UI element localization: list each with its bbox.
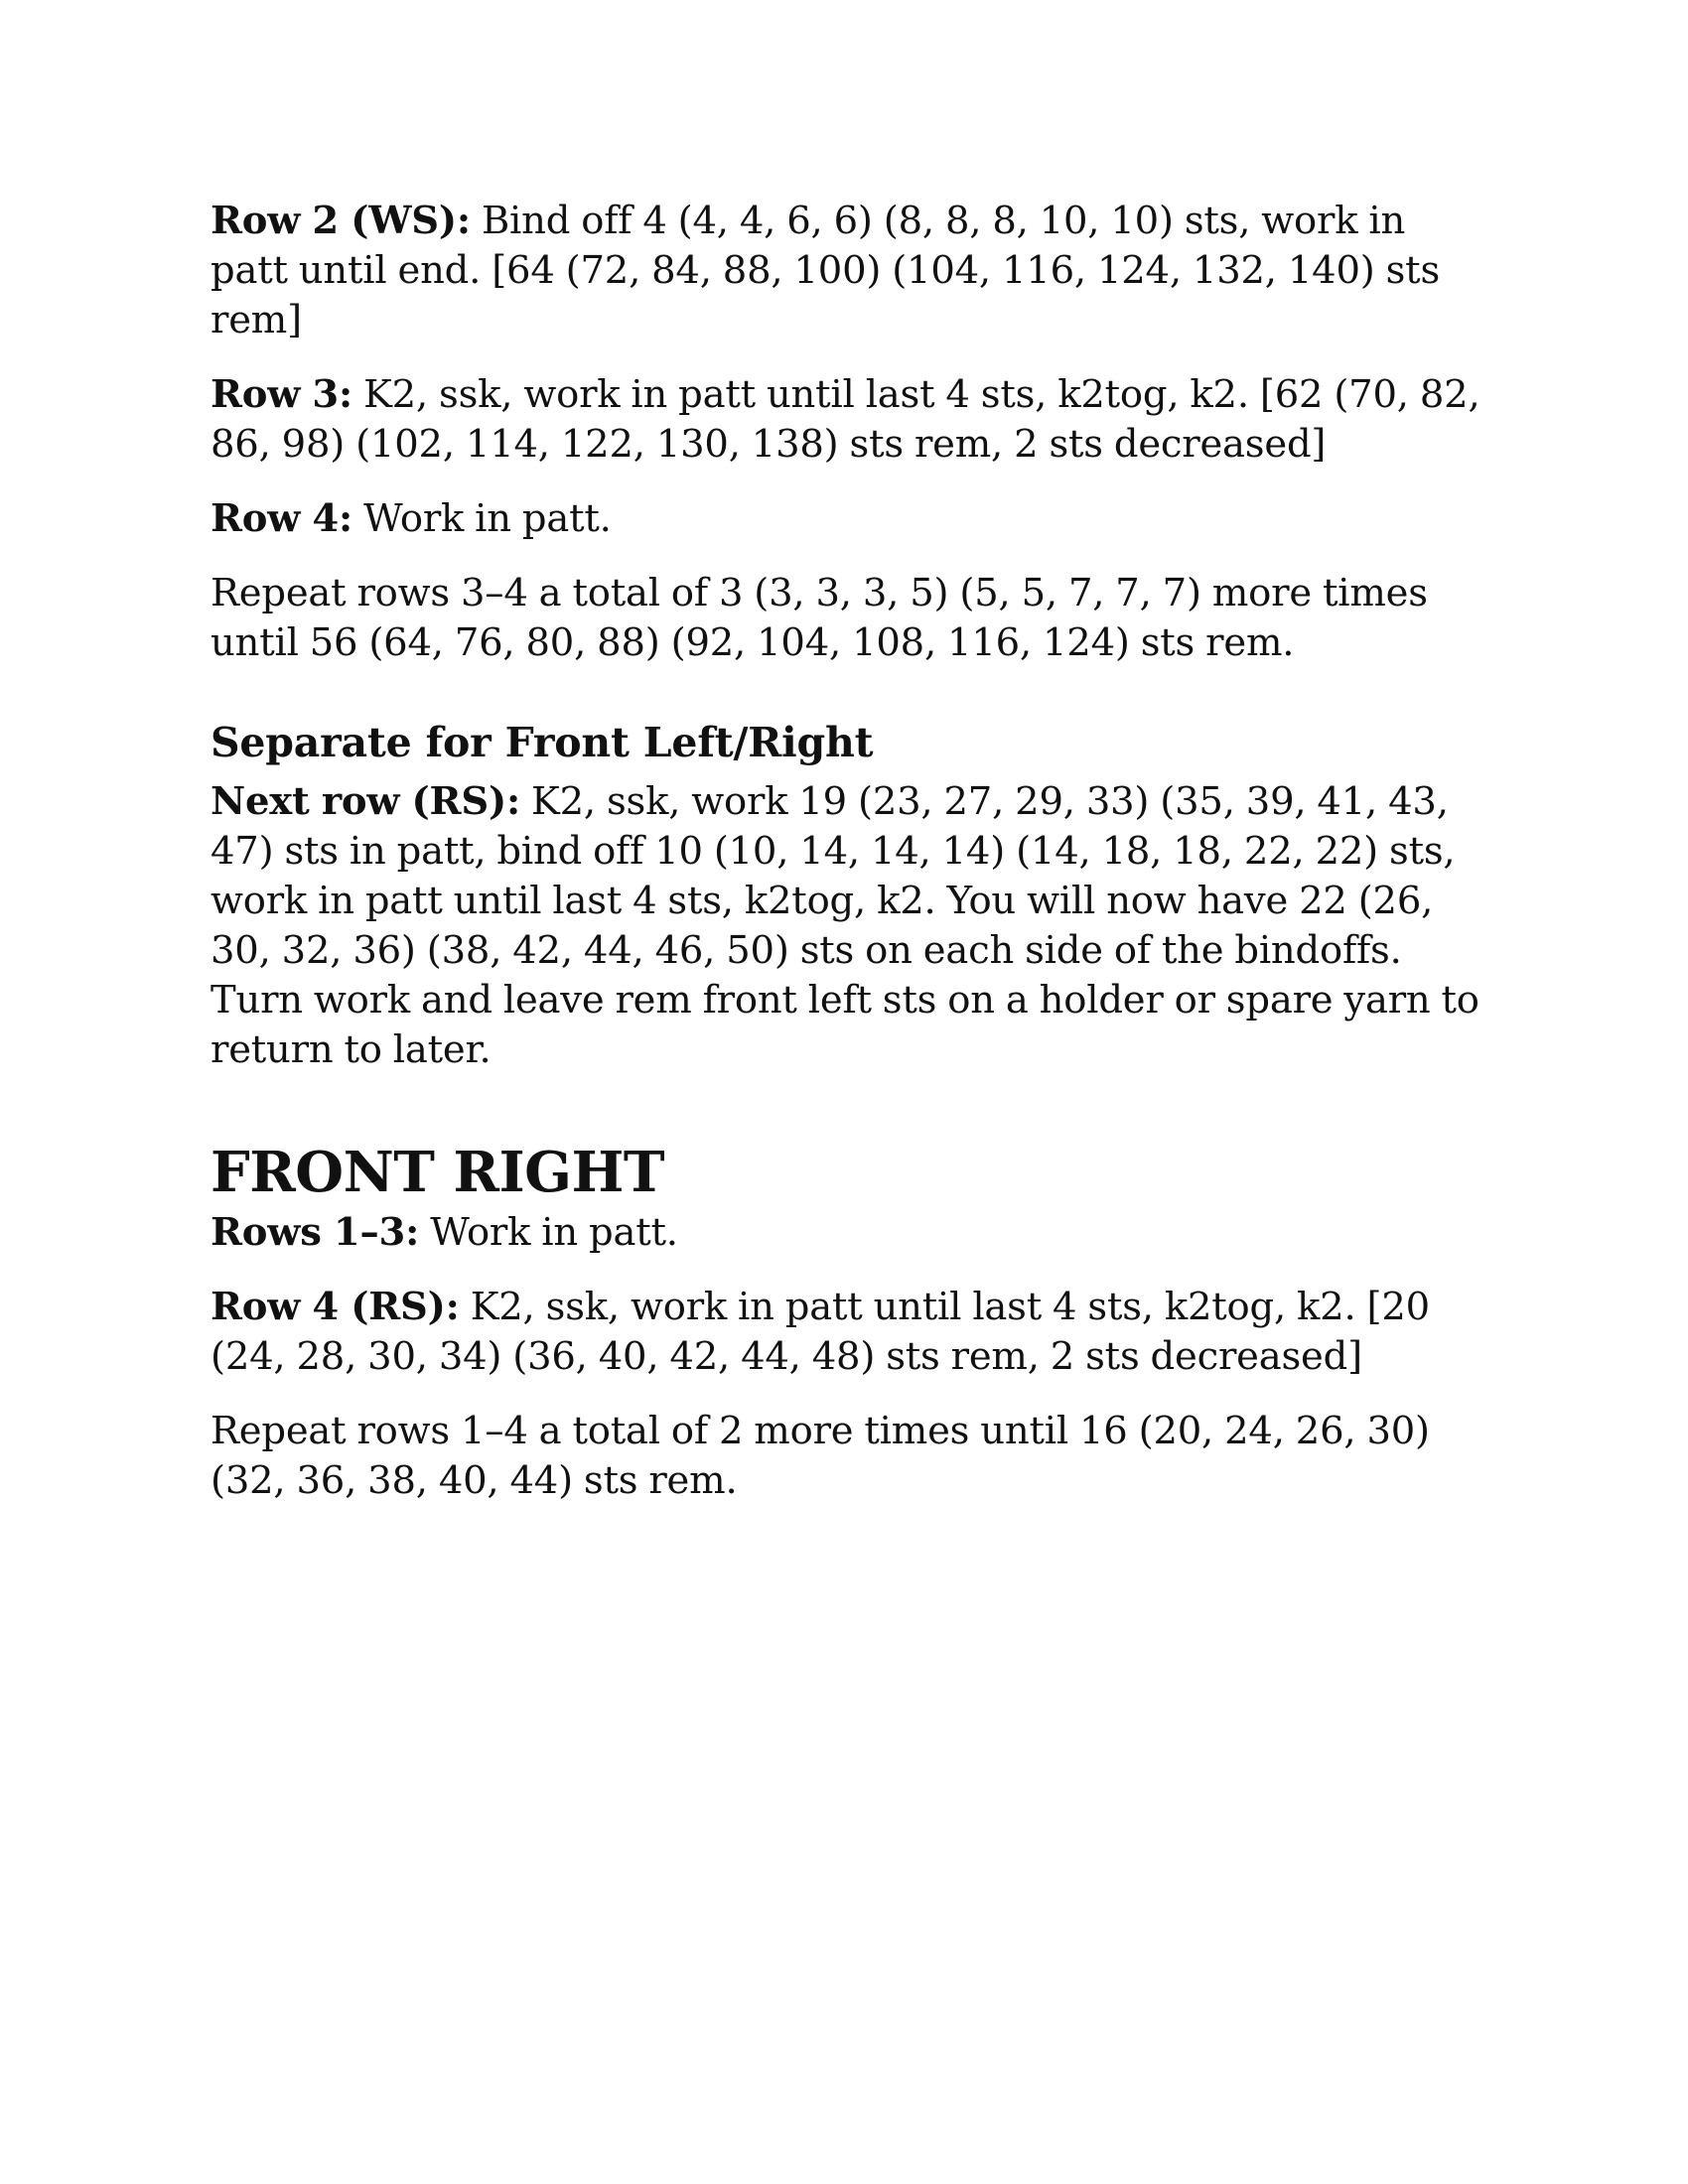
front-right-row-4-text: K2, ssk, work in patt until last 4 sts, k2tog, k2. [20 (24, 28, 30, 34) (36, 40, 42, 44, 48) sts rem, 2 sts decreased] <box>211 1285 1430 1379</box>
row-2-instruction <box>211 197 1491 345</box>
row-3-label: Row 3: <box>211 372 353 417</box>
next-row-instruction <box>211 777 1491 1075</box>
front-right-row-4-label: Row 4 (RS): <box>211 1285 460 1329</box>
row-3-text: K2, ssk, work in patt until last 4 sts, k2tog, k2. [62 (70, 82, 86, 98) (102, 114, 122, 130, 138) sts rem, 2 sts decreased] <box>211 372 1480 467</box>
next-row-label: Next row (RS): <box>211 779 520 824</box>
repeat-rows-3-4: Repeat rows 3–4 a total of 3 (3, 3, 3, 5) (5, 5, 7, 7, 7) more times until 56 (64, 76, 80, 88) (92, 104, 108, 116, 124) sts rem. <box>211 571 1428 665</box>
row-4-label: Row 4: <box>211 496 353 541</box>
rows-1-3-instruction <box>211 1208 1491 1258</box>
row-3-instruction <box>211 370 1491 470</box>
separate-heading: Separate for Front Left/Right <box>211 719 874 766</box>
rows-1-3-label: Rows 1–3: <box>211 1210 420 1255</box>
next-row-text: K2, ssk, work 19 (23, 27, 29, 33) (35, 39, 41, 43, 47) sts in patt, bind off 10 (10, 14, 14, 14) (14, 18, 18, 22, 22) sts, work in patt until last 4 sts, k2tog, k2. You will now have 22 (26, 30, 32, 36) (38, 42, 44, 46, 50) sts on each side of the bindoffs. Turn work and leave rem front left sts on a holder or spare yarn to return to later. <box>211 779 1479 1072</box>
front-right-title: FRONT RIGHT <box>211 1140 665 1205</box>
pattern-page <box>211 197 1491 1531</box>
row-4-instruction <box>211 494 1491 544</box>
repeat-rows-1-4: Repeat rows 1–4 a total of 2 more times until 16 (20, 24, 26, 30) (32, 36, 38, 40, 44) sts rem. <box>211 1409 1430 1503</box>
front-right-row-4-instruction <box>211 1283 1491 1382</box>
row-2-text: Bind off 4 (4, 4, 6, 6) (8, 8, 8, 10, 10) sts, work in patt until end. [64 (72, 84, 88, 100) (104, 116, 124, 132, 140) sts rem] <box>211 199 1441 342</box>
row-2-label: Row 2 (WS): <box>211 199 471 243</box>
rows-1-3-text: Work in patt. <box>430 1210 678 1255</box>
row-4-text: Work in patt. <box>363 496 612 541</box>
